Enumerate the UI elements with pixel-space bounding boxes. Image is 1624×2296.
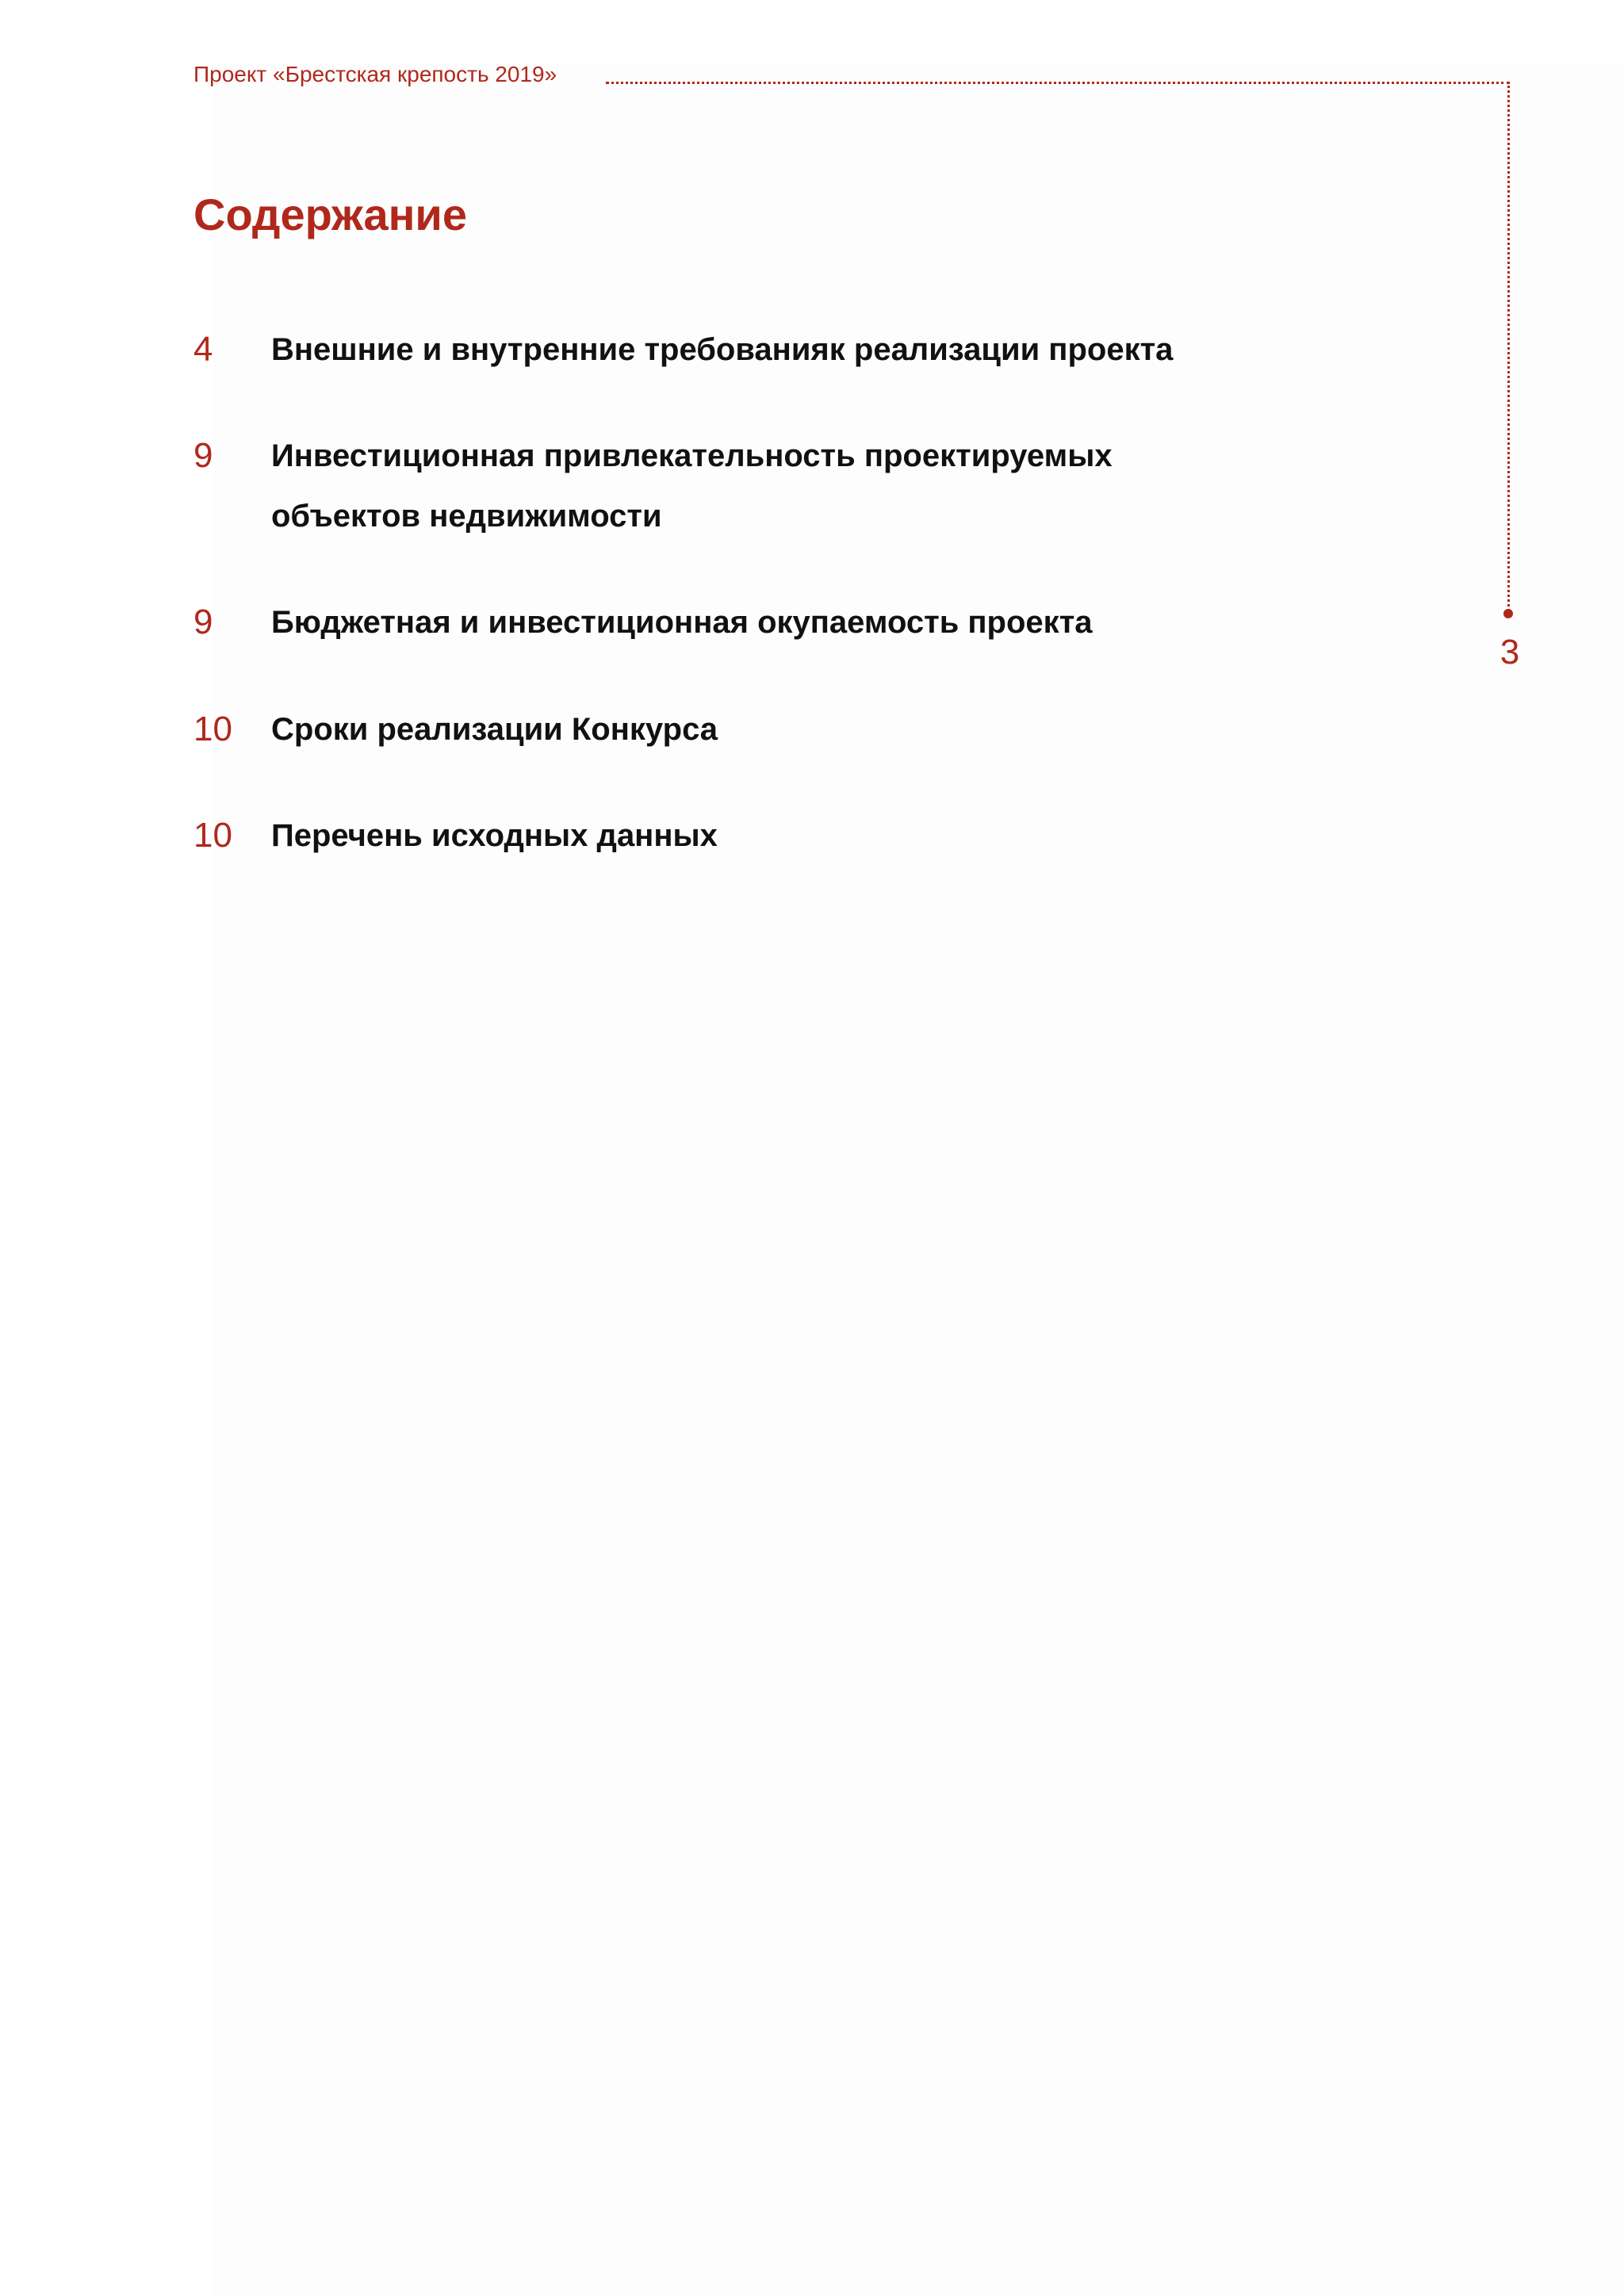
running-header: Проект «Брестская крепость 2019» <box>193 62 557 86</box>
page-number: 3 <box>1500 633 1520 672</box>
toc-entry-page: 4 <box>193 330 213 369</box>
header-dotted-rule <box>606 82 1510 84</box>
toc-entry[interactable] <box>193 699 1304 760</box>
toc-entry-page: 9 <box>193 436 213 475</box>
toc-entry-text: Внешние и внутренние требованияк реализации проекта <box>271 332 1174 367</box>
toc-entry-text: Перечень исходных данных <box>271 818 718 853</box>
toc-entry[interactable] <box>193 426 1304 546</box>
toc-entry[interactable] <box>193 320 1304 380</box>
toc-entry[interactable] <box>193 592 1304 652</box>
toc-entry-text: Инвестиционная привлекательность проектируемых объектов недвижимости <box>271 438 1113 534</box>
toc-entry-page: 10 <box>193 710 232 748</box>
rule-end-dot <box>1503 609 1513 618</box>
toc-entry-page: 9 <box>193 603 213 641</box>
toc-title: Содержание <box>193 189 467 239</box>
toc-entry-text: Бюджетная и инвестиционная окупаемость проекта <box>271 605 1093 640</box>
margin-dotted-rule <box>1507 82 1510 611</box>
toc-entry-page: 10 <box>193 816 232 855</box>
page-background <box>214 63 1624 2296</box>
toc-entry[interactable] <box>193 806 1304 866</box>
toc-entry-text: Сроки реализации Конкурса <box>271 712 718 747</box>
